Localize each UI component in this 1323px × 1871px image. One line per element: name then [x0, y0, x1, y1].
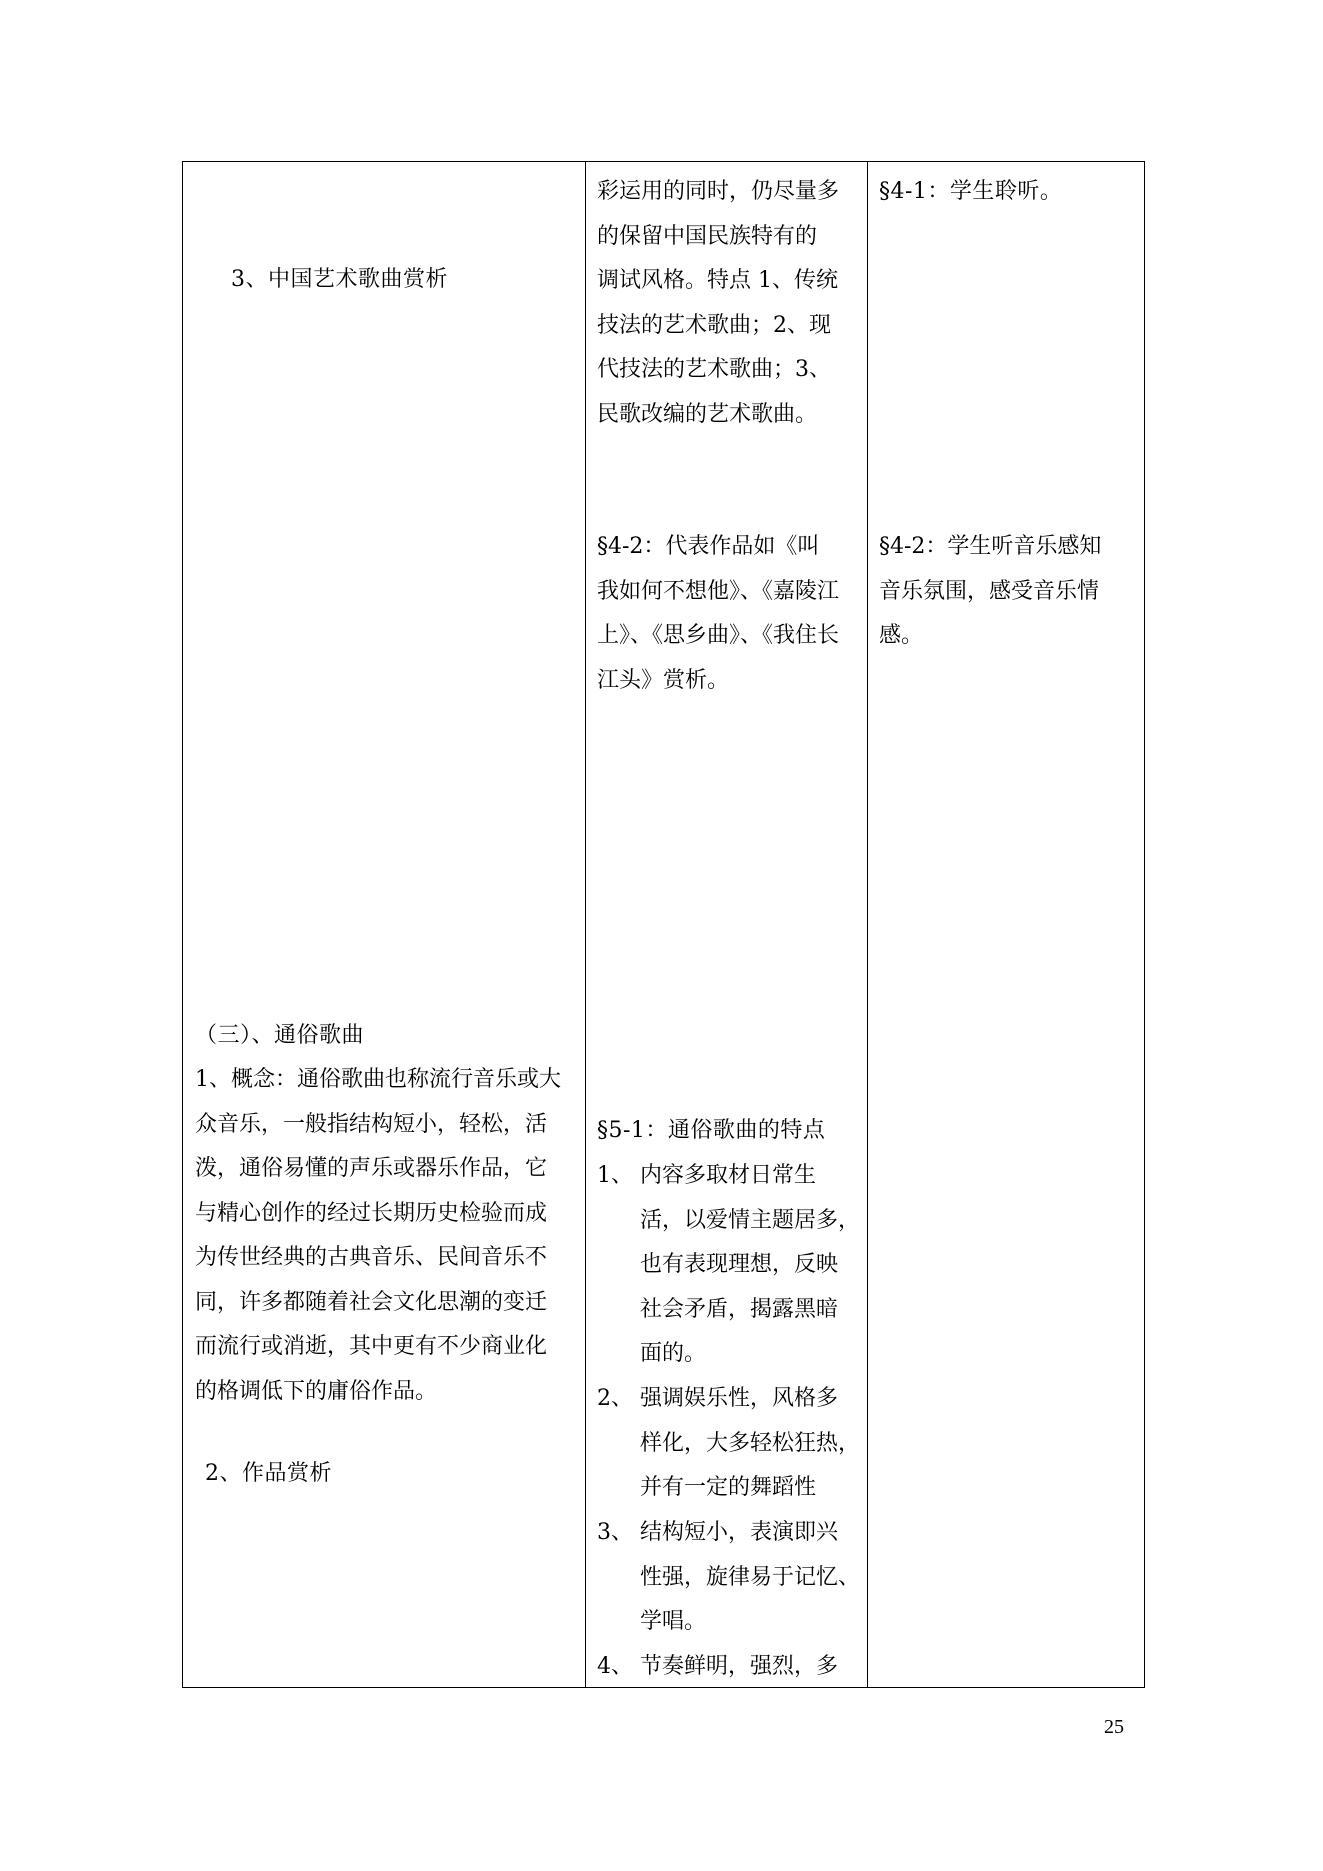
- art-song-heading: 3、中国艺术歌曲赏析: [231, 267, 448, 292]
- feel-line: §4-2：学生听音乐感知: [879, 534, 1102, 559]
- pop-song-concept: [195, 1058, 577, 1414]
- works-line: 上》、《思乡曲》、《我住长: [597, 623, 840, 648]
- concept-line: 为传世经典的古典音乐、民间音乐不: [195, 1245, 548, 1270]
- works-line: §4-2：代表作品如《叫: [597, 534, 820, 559]
- feature-line: 节奏鲜明，强烈，多: [640, 1654, 839, 1679]
- feature-line: 也有表现理想，反映: [640, 1252, 839, 1277]
- feature-line: 并有一定的舞蹈性: [640, 1475, 817, 1500]
- concept-line: 众音乐，一般指结构短小，轻松，活: [195, 1111, 548, 1137]
- feel-line: 感。: [879, 623, 924, 648]
- works-line: 我如何不想他》、《嘉陵江: [597, 578, 840, 604]
- concept-line: 的格调低下的庸俗作品。: [195, 1378, 438, 1404]
- concept-line: 与精心创作的经过长期历史检验而成: [195, 1200, 548, 1226]
- feature-number: 4、: [597, 1654, 633, 1679]
- feature-line: 结构短小，表演即兴: [640, 1520, 839, 1545]
- feature-number: 1、: [597, 1163, 633, 1188]
- works-line: 江头》赏析。: [597, 667, 730, 693]
- feature-line: 社会矛盾，揭露黑暗: [640, 1296, 839, 1322]
- column-divider: [585, 162, 586, 1687]
- works-heading: 2、作品赏析: [205, 1461, 332, 1486]
- page-number: 25: [1104, 1716, 1124, 1738]
- feature-line: 面的。: [640, 1341, 707, 1366]
- representative-works: [597, 525, 859, 703]
- feature-line: 学唱。: [640, 1609, 707, 1634]
- pop-song-heading: （三）、通俗歌曲: [195, 1023, 365, 1048]
- description-line: 彩运用的同时，仍尽量多: [597, 179, 840, 204]
- description-line: 的保留中国民族特有的: [597, 223, 818, 249]
- concept-line: 而流行或消逝，其中更有不少商业化: [195, 1334, 548, 1359]
- description-line: 民歌改编的艺术歌曲。: [597, 401, 818, 427]
- feature-number: 2、: [597, 1386, 633, 1411]
- feature-line: 强调娱乐性，风格多: [640, 1386, 839, 1411]
- feature-line: 内容多取材日常生: [640, 1163, 817, 1188]
- feature-number: 3、: [597, 1520, 633, 1545]
- student-feel-text: [879, 525, 1141, 659]
- art-song-description: [597, 170, 859, 437]
- concept-line: 1、概念：通俗歌曲也称流行音乐或大: [195, 1067, 561, 1092]
- feature-line: 样化，大多轻松狂热，: [640, 1430, 861, 1456]
- description-line: 技法的艺术歌曲；2、现: [597, 312, 831, 338]
- concept-line: 同，许多都随着社会文化思潮的变迁: [195, 1289, 548, 1315]
- feature-line: 活，以爱情主题居多，: [640, 1207, 861, 1233]
- concept-line: 泼，通俗易懂的声乐或器乐作品，它: [195, 1156, 548, 1181]
- pop-features-title: §5-1：通俗歌曲的特点: [597, 1118, 826, 1143]
- column-divider: [867, 162, 868, 1687]
- lesson-table: [182, 161, 1145, 1688]
- feature-line: 性强，旋律易于记忆、: [640, 1564, 861, 1590]
- feel-line: 音乐氛围，感受音乐情: [879, 578, 1100, 604]
- description-line: 代技法的艺术歌曲；3、: [597, 357, 831, 382]
- student-listen-text: §4-1：学生聆听。: [879, 179, 1063, 204]
- description-line: 调试风格。特点 1、传统: [597, 268, 838, 293]
